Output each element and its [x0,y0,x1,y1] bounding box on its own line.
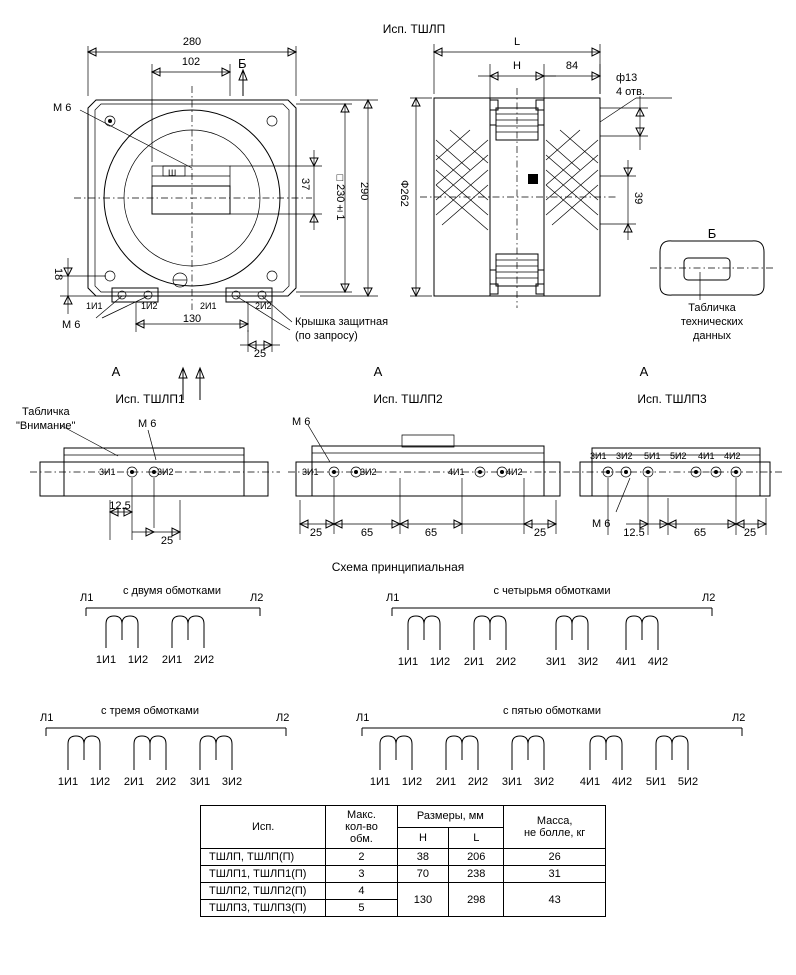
scheme-4-l1: Л1 [356,712,370,724]
detail-b-line3: данных [692,330,732,342]
variant2-terminal-4i1: 4И1 [448,467,465,477]
header-mass-1: Масса, [536,815,573,827]
dim-phi13: ф13 [616,72,638,84]
scheme-3-title: с тремя обмотками [101,705,199,717]
row1-count: 3 [326,866,397,883]
terminal-2i1: 2И1 [200,301,217,311]
detail-b-view [650,241,776,300]
scheme-1-l1: Л1 [80,592,94,604]
dim-25-front: 25 [253,348,267,360]
variant3-dim-12-5: 12.5 [623,527,645,539]
table-header-row [201,806,606,828]
scheme-3-t2: 1И2 [89,776,111,788]
row0-isp: ТШЛП, ТШЛП(П) [201,849,326,866]
variant3-terminal-4i1: 4И1 [698,451,715,461]
variant3-dim-65: 65 [693,527,707,539]
header-max-3: обм. [350,833,373,845]
scheme-2-l2: Л2 [702,592,716,604]
scheme-2-windings [86,608,260,648]
cover-note-line1: Крышка защитная [295,316,389,328]
variant3-terminal-3i1: 3И1 [590,451,607,461]
section-b-arrow-label: Б [238,56,247,71]
specification-table [200,805,606,917]
terminal-1i2: 1И2 [141,301,158,311]
variant3-terminal-3i2: 3И2 [616,451,633,461]
header-max-count [326,806,397,849]
title-variant-2: Исп. ТШЛП2 [373,392,443,406]
scheme-2-t8: 4И2 [647,656,669,668]
variant2-terminal-3i2: 3И2 [360,467,377,477]
table-row [201,866,606,883]
terminal-2i2: 2И2 [255,301,272,311]
row2-count: 4 [326,883,397,900]
scheme-4-windings [392,608,712,650]
dim-18: 18 [52,268,64,281]
row0-l: 206 [449,849,504,866]
detail-b-letter: Б [707,226,717,241]
row2-mass: 43 [504,883,606,917]
scheme-2-t6: 3И2 [577,656,599,668]
header-max-2: кол-во [345,821,378,833]
variant3-terminal-5i2: 5И2 [670,451,687,461]
row3-isp: ТШЛП3, ТШЛП3(П) [201,900,326,917]
section-a-label-2: А [373,364,383,379]
variant1-dim-25: 25 [160,535,174,547]
scheme-4-l2: Л2 [732,712,746,724]
scheme-4-t5: 3И1 [501,776,523,788]
scheme-1-t1: 1И1 [95,654,117,666]
scheme-1-t2: 1И2 [127,654,149,666]
terminal-1i1: 1И1 [86,301,103,311]
header-sizes: Размеры, мм [397,806,504,828]
scheme-4-t4: 2И2 [467,776,489,788]
row1-mass: 31 [504,866,606,883]
scheme-3-t1: 1И1 [57,776,79,788]
variant3-dim-25: 25 [743,527,757,539]
plate-label-line2: "Внимание" [16,420,76,432]
scheme-3-l1: Л1 [40,712,54,724]
scheme-4-t6: 3И2 [533,776,555,788]
title-scheme: Схема принципиальная [331,560,465,574]
dim-H: H [513,60,521,72]
variant-2-view [288,425,570,534]
scheme-4-t8: 4И2 [611,776,633,788]
scheme-3-l2: Л2 [276,712,290,724]
detail-b-line1: Табличка [688,302,736,314]
m6-bottom-label: М 6 [62,319,81,331]
dim-280: 280 [182,36,202,48]
header-isp: Исп. [201,806,326,849]
scheme-2-l1: Л1 [386,592,400,604]
row2-l: 298 [449,883,504,917]
scheme-3-t3: 2И1 [123,776,145,788]
header-mass [504,806,606,849]
variant3-terminal-5i1: 5И1 [644,451,661,461]
scheme-2-title: с четырьмя обмотками [493,585,611,597]
section-a-label-1: А [111,364,121,379]
variant2-dim-65b: 65 [424,527,438,539]
dim-39: 39 [632,192,644,205]
variant3-terminal-4i2: 4И2 [724,451,741,461]
scheme-1-l2: Л2 [250,592,264,604]
scheme-2-t5: 3И1 [545,656,567,668]
variant-1-view [30,425,280,540]
sh-label: Ш [168,168,177,178]
scheme-5-windings [362,728,742,770]
row1-l: 238 [449,866,504,883]
variant2-dim-25a: 25 [309,527,323,539]
variant2-terminal-4i2: 4И2 [506,467,523,477]
m6-top-label: М 6 [53,102,72,114]
scheme-3-windings [46,728,286,770]
row0-count: 2 [326,849,397,866]
scheme-2-t1: 1И1 [397,656,419,668]
variant2-m6: М 6 [292,416,311,428]
detail-b-line2: технических [680,316,744,328]
variant1-m6: М 6 [138,418,157,430]
row2-isp: ТШЛП2, ТШЛП2(П) [201,883,326,900]
title-main: Исп. ТШЛП [382,22,446,36]
scheme-4-title: с пятью обмотками [502,705,602,717]
title-variant-1: Исп. ТШЛП1 [115,392,185,406]
section-a-label-3: А [639,364,649,379]
scheme-4-t10: 5И2 [677,776,699,788]
row1-h: 70 [397,866,449,883]
scheme-3-t6: 3И2 [221,776,243,788]
scheme-3-t5: 3И1 [189,776,211,788]
dim-130: 130 [182,313,202,325]
variant2-dim-65a: 65 [360,527,374,539]
row2-h: 130 [397,883,449,917]
scheme-2-t7: 4И1 [615,656,637,668]
header-max-1: Макс. [346,809,376,821]
scheme-4-t7: 4И1 [579,776,601,788]
scheme-2-t2: 1И2 [429,656,451,668]
variant2-terminal-3i1: 3И1 [302,467,319,477]
row0-mass: 26 [504,849,606,866]
dim-37: 37 [299,178,311,191]
holes-count: 4 отв. [616,86,645,98]
scheme-3-t4: 2И2 [155,776,177,788]
scheme-4-t1: 1И1 [369,776,391,788]
table-row [201,883,606,900]
dim-102: 102 [181,56,201,68]
row3-count: 5 [326,900,397,917]
scheme-2-t3: 2И1 [463,656,485,668]
plate-label-line1: Табличка [22,406,70,418]
variant3-m6: М 6 [592,518,611,530]
dim-230: □230±1 [334,172,346,221]
table-row [201,849,606,866]
row0-h: 38 [397,849,449,866]
variant2-dim-25b: 25 [533,527,547,539]
cover-note-line2: (по запросу) [295,330,358,342]
scheme-4-t3: 2И1 [435,776,457,788]
dim-phi262: Ф262 [398,180,410,207]
scheme-4-t9: 5И1 [645,776,667,788]
variant1-terminal-3i2: 3И2 [157,467,174,477]
title-variant-3: Исп. ТШЛП3 [637,392,707,406]
scheme-2-t4: 2И2 [495,656,517,668]
variant1-terminal-3i1: 3И1 [99,467,116,477]
dim-L: L [513,36,521,48]
scheme-1-t4: 2И2 [193,654,215,666]
header-mass-2: не болле, кг [523,827,586,839]
front-view [60,46,378,400]
scheme-4-t2: 1И2 [401,776,423,788]
row1-isp: ТШЛП1, ТШЛП1(П) [201,866,326,883]
dim-84: 84 [565,60,579,72]
scheme-1-t3: 2И1 [161,654,183,666]
dim-290: 290 [358,182,370,201]
header-h: H [397,827,449,849]
scheme-1-title: с двумя обмотками [122,585,222,597]
variant1-dim-12-5: 12.5 [109,500,131,512]
header-l: L [449,827,504,849]
